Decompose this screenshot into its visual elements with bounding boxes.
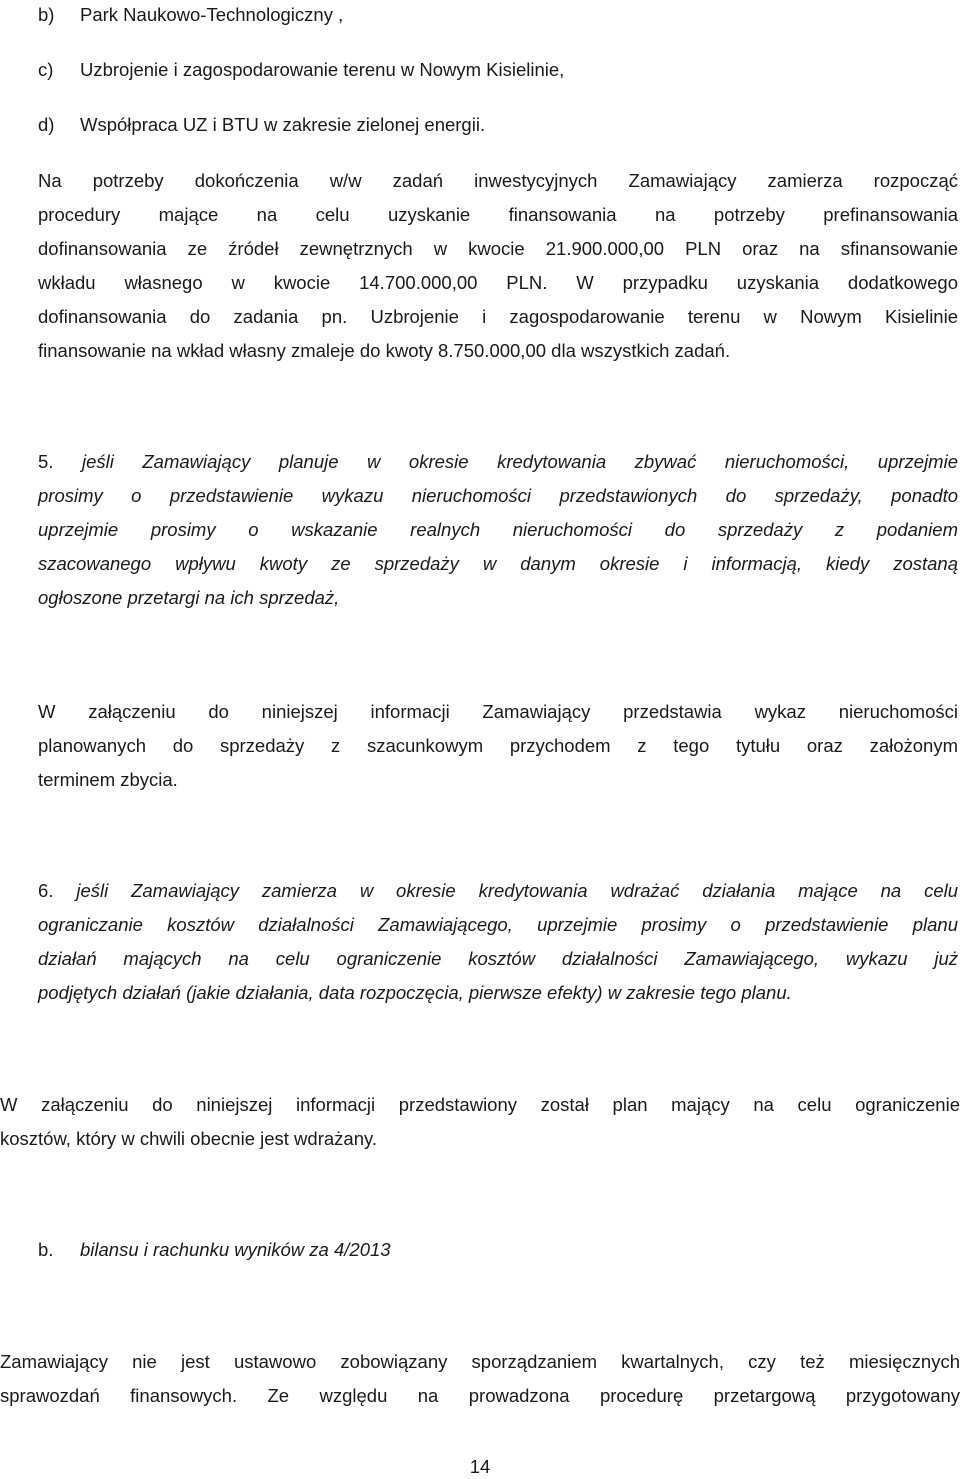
question-text: jeśli Zamawiający planuje w okresie kredytowania zbywać nieruchomości, uprzejmie [81, 451, 958, 472]
answer-5-line: W załączeniu do niniejszej informacji Zamawiający przedstawia wykaz nieruchomości [38, 701, 958, 722]
question-text: jeśli Zamawiający zamierza w okresie kredytowania wdrażać działania mające na celu [76, 880, 959, 901]
answer-b-line: Zamawiający nie jest ustawowo zobowiązany sporządzaniem kwartalnych, czy też miesięcznych [0, 1351, 960, 1372]
answer-6-line: W załączeniu do niniejszej informacji przedstawiony został plan mający na celu ograniczenie [0, 1094, 960, 1115]
question-6-line: podjętych działań (jakie działania, data rozpoczęcia, pierwsze efekty) w zakresie tego planu. [38, 982, 792, 1003]
question-5-line: uprzejmie prosimy o wskazanie realnych nieruchomości do sprzedaży z podaniem [38, 519, 958, 540]
question-5-line: ogłoszone przetargi na ich sprzedaż, [38, 587, 340, 608]
answer-5-line: terminem zbycia. [38, 769, 178, 790]
paragraph-line: wkładu własnego w kwocie 14.700.000,00 PLN. W przypadku uzyskania dodatkowego [38, 272, 958, 293]
answer-5-line: planowanych do sprzedaży z szacunkowym przychodem z tego tytułu oraz założonym [38, 735, 958, 756]
question-5-line: prosimy o przedstawienie wykazu nieruchomości przedstawionych do sprzedaży, ponadto [38, 485, 958, 506]
paragraph-line: dofinansowania ze źródeł zewnętrznych w kwocie 21.900.000,00 PLN oraz na sfinansowanie [38, 238, 958, 259]
list-text: Uzbrojenie i zagospodarowanie terenu w Nowym Kisielinie, [80, 59, 565, 80]
list-marker: c) [38, 59, 54, 80]
list-text: Park Naukowo-Technologiczny , [80, 4, 344, 25]
page-number: 14 [469, 1456, 491, 1477]
list-marker: d) [38, 114, 55, 135]
question-6-line: ograniczanie kosztów działalności Zamawiającego, uprzejmie prosimy o przedstawienie planu [38, 914, 958, 935]
paragraph-line: finansowanie na wkład własny zmaleje do kwoty 8.750.000,00 dla wszystkich zadań. [38, 340, 731, 361]
question-5-line: szacowanego wpływu kwoty ze sprzedaży w danym okresie i informacją, kiedy zostaną [38, 553, 958, 574]
question-6-line: działań mających na celu ograniczenie kosztów działalności Zamawiającego, wykazu już [38, 948, 958, 969]
question-number: 6. [38, 880, 54, 901]
paragraph-line: dofinansowania do zadania pn. Uzbrojenie i zagospodarowanie terenu w Nowym Kisielinie [38, 306, 958, 327]
question-number: 5. [38, 451, 54, 472]
section-marker: b. [38, 1239, 54, 1260]
answer-b-line: sprawozdań finansowych. Ze względu na prowadzona procedurę przetargową przygotowany [0, 1385, 960, 1406]
question-6-line [38, 879, 958, 903]
list-marker: b) [38, 4, 55, 25]
paragraph-line: procedury mające na celu uzyskanie finansowania na potrzeby prefinansowania [38, 204, 958, 225]
question-5-line [38, 450, 958, 474]
paragraph-line: Na potrzeby dokończenia w/w zadań inwestycyjnych Zamawiający zamierza rozpocząć [38, 170, 958, 191]
list-text: Współpraca UZ i BTU w zakresie zielonej energii. [80, 114, 486, 135]
answer-6-line: kosztów, który w chwili obecnie jest wdrażany. [0, 1128, 378, 1149]
section-heading-text: bilansu i rachunku wyników za 4/2013 [80, 1239, 391, 1260]
